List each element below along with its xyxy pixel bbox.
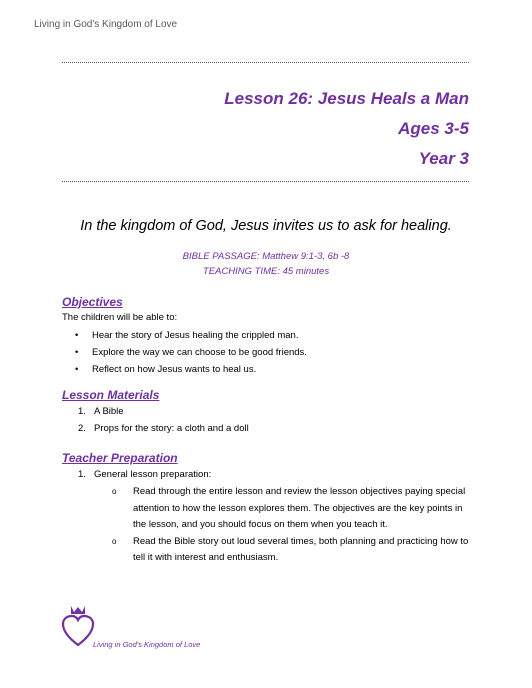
teacher-prep-heading: Teacher Preparation [62,451,178,465]
list-item: 1. General lesson preparation: [78,469,212,480]
lesson-theme: In the kingdom of God, Jesus invites us to ask for healing. [80,218,452,234]
materials-heading: Lesson Materials [62,388,160,402]
list-item: • Reflect on how Jesus wants to heal us. [75,364,257,375]
bible-passage: BIBLE PASSAGE: Matthew 9:1-3, 6b -8 [182,251,350,262]
teaching-time: TEACHING TIME: 45 minutes [202,266,330,277]
teacher-prep-list [62,466,482,483]
list-item: 1. A Bible [78,406,124,417]
list-item: o Read through the entire lesson and review the lesson objectives paying special attention to how the lesson explores them. The objectives are the key points in the lesson, and you should focus on them when you teach it. [112,486,466,530]
lesson-title: Lesson 26: Jesus Heals a Man [224,89,469,108]
list-item: 2. Props for the story: a cloth and a doll [78,423,249,434]
heart-crown-logo-icon [60,603,96,649]
running-header: Living in God's Kingdom of Love [34,19,178,30]
materials-list [62,403,482,437]
objectives-intro: The children will be able to: [62,312,178,323]
footer-title: Living in God's Kingdom of Love [93,640,201,649]
teacher-prep-subitems [97,484,475,567]
list-item: o Read the Bible story out loud several times, both planning and practicing how to tell it with interest and enthusiasm. [112,535,469,563]
objectives-list [62,327,482,378]
top-divider [62,62,469,63]
objectives-heading: Objectives [62,295,123,309]
age-range: Ages 3-5 [398,119,469,138]
list-item: • Hear the story of Jesus healing the crippled man. [75,330,299,341]
year-label: Year 3 [418,149,469,168]
list-item: • Explore the way we can choose to be good friends. [75,347,307,358]
title-divider [62,181,469,182]
